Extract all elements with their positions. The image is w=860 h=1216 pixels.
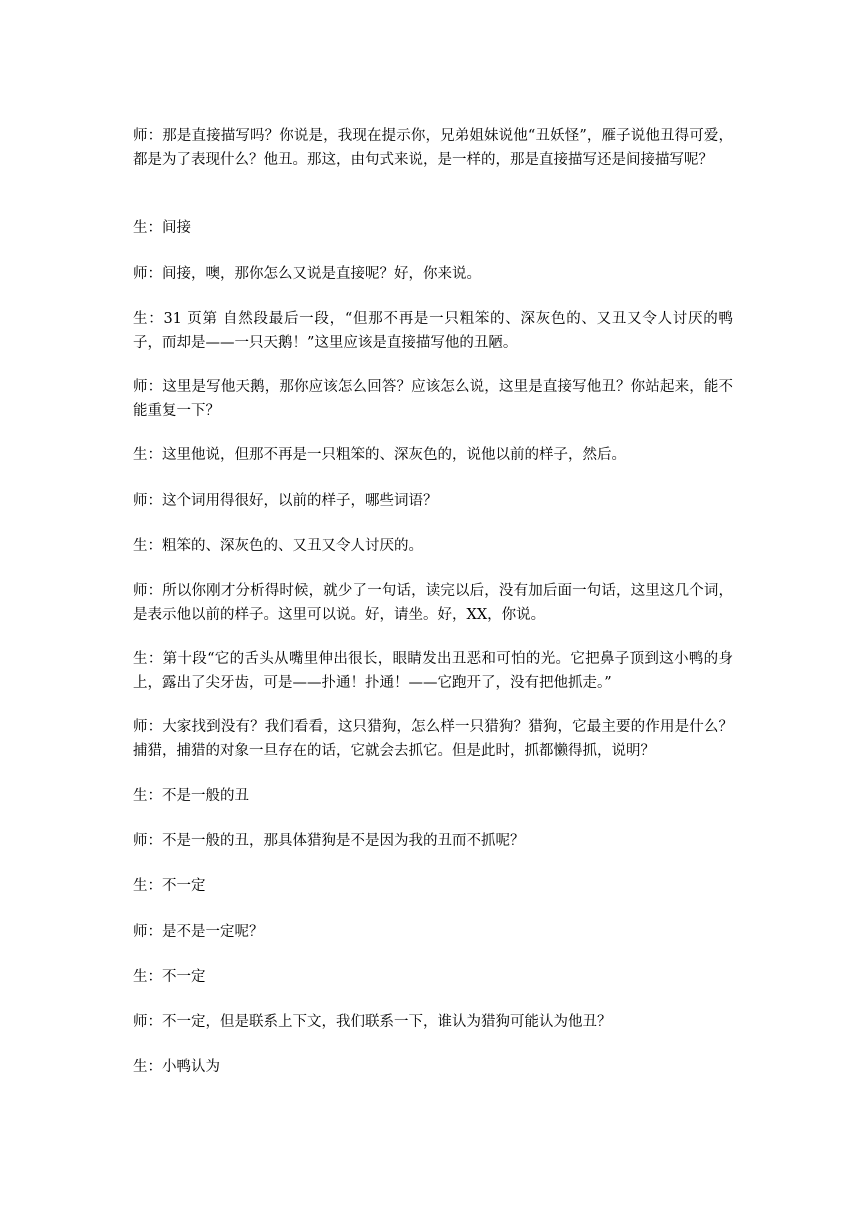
paragraph-12: 生：不是一般的丑 <box>133 788 249 804</box>
paragraph-4: 生：31 页第 自然段最后一段，“但那不再是一只粗笨的、深灰色的、又丑又令人讨厌的鸭子，而却是——一只天鹅！”这里应该是直接描写他的丑陋。 <box>133 311 733 351</box>
paragraph-14: 生：不一定 <box>133 878 206 894</box>
paragraph-11: 师：大家找到没有？我们看看，这只猎狗，怎么样一只猎狗？猎狗，它最主要的作用是什么？捕猎，捕猎的对象一旦存在的话，它就会去抓它。但是此时，抓都懒得抓，说明？ <box>133 719 733 759</box>
paragraph-13: 师：不是一般的丑，那具体猎狗是不是因为我的丑而不抓呢？ <box>133 833 525 849</box>
paragraph-8: 生：粗笨的、深灰色的、又丑又令人讨厌的。 <box>133 538 423 554</box>
paragraph-16: 生：不一定 <box>133 969 206 985</box>
paragraph-1: 师：那是直接描写吗？你说是，我现在提示你，兄弟姐妹说他“丑妖怪”，雁子说他丑得可爱，都是为了表现什么？他丑。那这，由句式来说，是一样的，那是直接描写还是间接描写呢？ <box>133 128 733 168</box>
paragraph-18: 生：小鸭认为 <box>133 1059 220 1075</box>
paragraph-3: 师：间接，噢，那你怎么又说是直接呢？好，你来说。 <box>133 266 481 282</box>
paragraph-6: 生：这里他说，但那不再是一只粗笨的、深灰色的，说他以前的样子，然后。 <box>133 447 626 463</box>
paragraph-7: 师：这个词用得很好，以前的样子，哪些词语？ <box>133 493 438 509</box>
paragraph-15: 师：是不是一定呢？ <box>133 924 264 940</box>
paragraph-10: 生：第十段“它的舌头从嘴里伸出很长，眼睛发出丑恶和可怕的光。它把鼻子顶到这小鸭的身上，露出了尖牙齿，可是——扑通！扑通！——它跑开了，没有把他抓走。” <box>133 651 733 691</box>
paragraph-9: 师：所以你刚才分析得时候，就少了一句话，读完以后，没有加后面一句话，这里这几个词，是表示他以前的样子。这里可以说。好，请坐。好，XX，你说。 <box>133 583 733 623</box>
paragraph-2: 生：间接 <box>133 220 191 236</box>
paragraph-5: 师：这里是写他天鹅，那你应该怎么回答？应该怎么说，这里是直接写他丑？你站起来，能不能重复一下？ <box>133 379 733 419</box>
paragraph-17: 师：不一定，但是联系上下文，我们联系一下，谁认为猎狗可能认为他丑？ <box>133 1014 612 1030</box>
